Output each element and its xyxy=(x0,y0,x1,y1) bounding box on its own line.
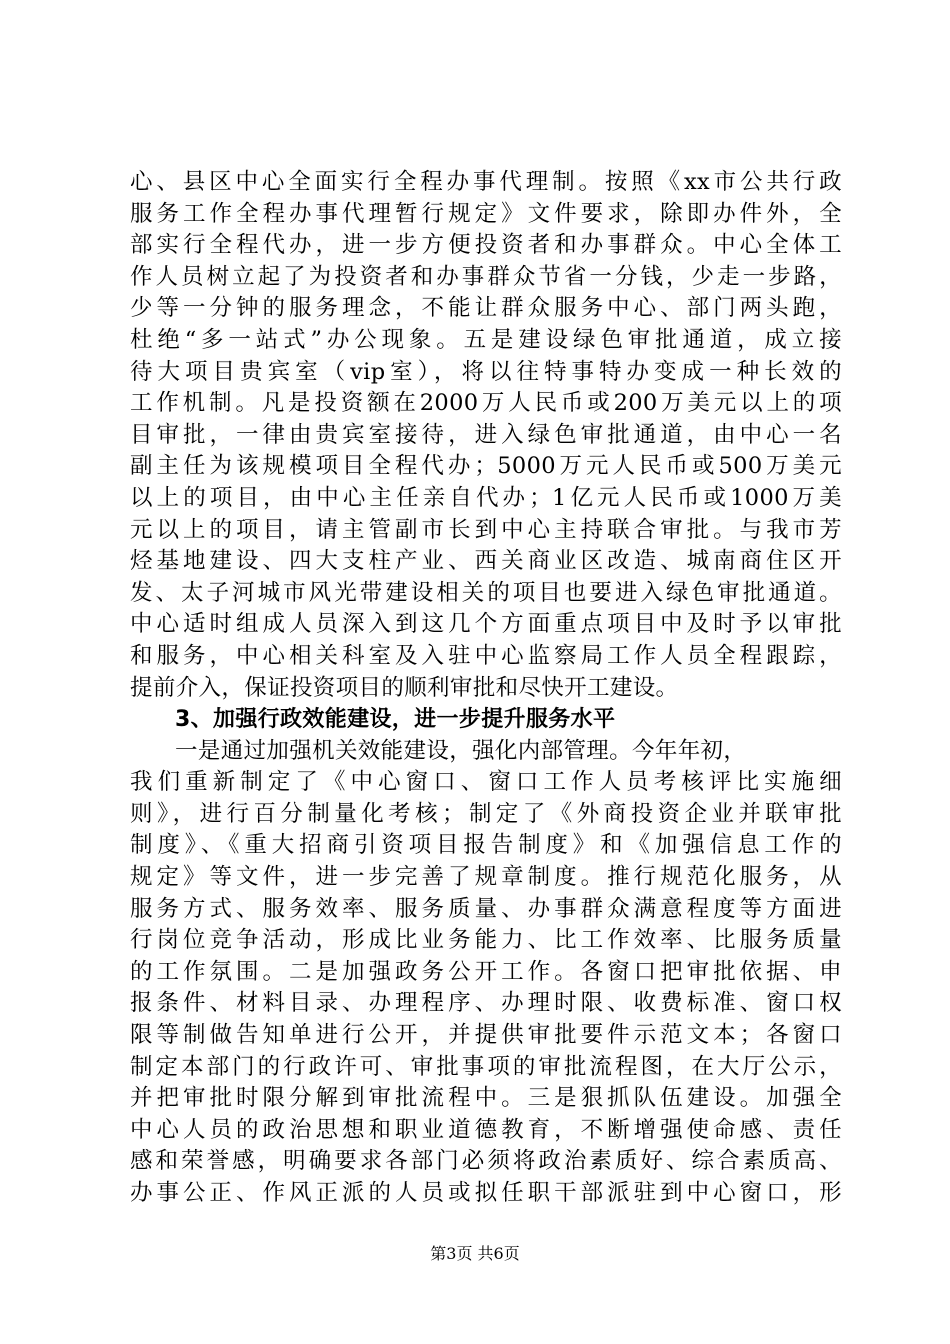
paragraph-line: 中心人员的政治思想和职业道德教育，不断增强使命感、责任 xyxy=(130,1116,842,1143)
paragraph-line: 工作机制。凡是投资额在2000万人民币或200万美元以上的项 xyxy=(130,390,842,417)
paragraph-line: 规定》等文件，进一步完善了规章制度。推行规范化服务，从 xyxy=(130,864,842,891)
paragraph-line: 制定本部门的行政许可、审批事项的审批流程图，在大厅公示， xyxy=(130,1053,842,1080)
paragraph-line: 的工作氛围。二是加强政务公开工作。各窗口把审批依据、申 xyxy=(130,958,842,985)
paragraph-line: 杜绝“多一站式”办公现象。五是建设绿色审批通道，成立接 xyxy=(130,326,842,353)
paragraph-line: 待大项目贵宾室（vip室），将以往特事特办变成一种长效的 xyxy=(130,358,842,385)
paragraph-line: 我们重新制定了《中心窗口、窗口工作人员考核评比实施细 xyxy=(130,769,842,796)
paragraph-line: 少等一分钟的服务理念，不能让群众服务中心、部门两头跑， xyxy=(130,295,842,322)
paragraph-line: 元以上的项目，请主管副市长到中心主持联合审批。与我市芳 xyxy=(130,516,842,543)
paragraph-line: 办事公正、作风正派的人员或拟任职干部派驻到中心窗口，形 xyxy=(130,1180,842,1206)
paragraph-line: 以上的项目，由中心主任亲自代办；1亿元人民币或1000万美 xyxy=(130,484,842,511)
paragraph-line: 服务工作全程办事代理暂行规定》文件要求，除即办件外，全 xyxy=(130,200,842,227)
paragraph-line: 部实行全程代办，进一步方便投资者和办事群众。中心全体工 xyxy=(130,232,842,259)
document-body xyxy=(130,167,842,1210)
paragraph-line: 副主任为该规模项目全程代办；5000万元人民币或500万美元 xyxy=(130,453,842,480)
page-footer: 第3页 共6页 xyxy=(430,1244,520,1263)
section-heading: 3、加强行政效能建设，进一步提升服务水平 xyxy=(175,707,616,733)
paragraph-line: 报条件、材料目录、办理程序、办理时限、收费标准、窗口权 xyxy=(130,990,842,1017)
paragraph-line: 烃基地建设、四大支柱产业、西关商业区改造、城南商住区开 xyxy=(130,548,842,575)
paragraph-line: 心、县区中心全面实行全程办事代理制。按照《xx市公共行政 xyxy=(130,169,842,195)
paragraph-line: 作人员树立起了为投资者和办事群众节省一分钱，少走一步路， xyxy=(130,263,842,290)
paragraph-line: 一是通过加强机关效能建设，强化内部管理。今年年初， xyxy=(175,737,747,764)
paragraph-line: 并把审批时限分解到审批流程中。三是狠抓队伍建设。加强全 xyxy=(130,1085,842,1112)
paragraph-line: 和服务，中心相关科室及入驻中心监察局工作人员全程跟踪， xyxy=(130,642,842,669)
paragraph-line: 目审批，一律由贵宾室接待，进入绿色审批通道，由中心一名 xyxy=(130,421,842,448)
paragraph-line: 中心适时组成人员深入到这几个方面重点项目中及时予以审批 xyxy=(130,611,842,638)
paragraph-line: 行岗位竞争活动，形成比业务能力、比工作效率、比服务质量 xyxy=(130,927,842,954)
paragraph-line: 提前介入，保证投资项目的顺利审批和尽快开工建设。 xyxy=(130,674,679,701)
paragraph-line: 服务方式、服务效率、服务质量、办事群众满意程度等方面进 xyxy=(130,895,842,922)
paragraph-line: 制度》、《重大招商引资项目报告制度》和《加强信息工作的 xyxy=(130,832,842,859)
paragraph-line: 感和荣誉感，明确要求各部门必须将政治素质好、综合素质高、 xyxy=(130,1148,842,1175)
paragraph-line: 发、太子河城市风光带建设相关的项目也要进入绿色审批通道。 xyxy=(130,579,842,606)
paragraph-line: 限等制做告知单进行公开，并提供审批要件示范文本；各窗口 xyxy=(130,1022,842,1049)
paragraph-line: 则》，进行百分制量化考核；制定了《外商投资企业并联审批 xyxy=(130,800,842,827)
